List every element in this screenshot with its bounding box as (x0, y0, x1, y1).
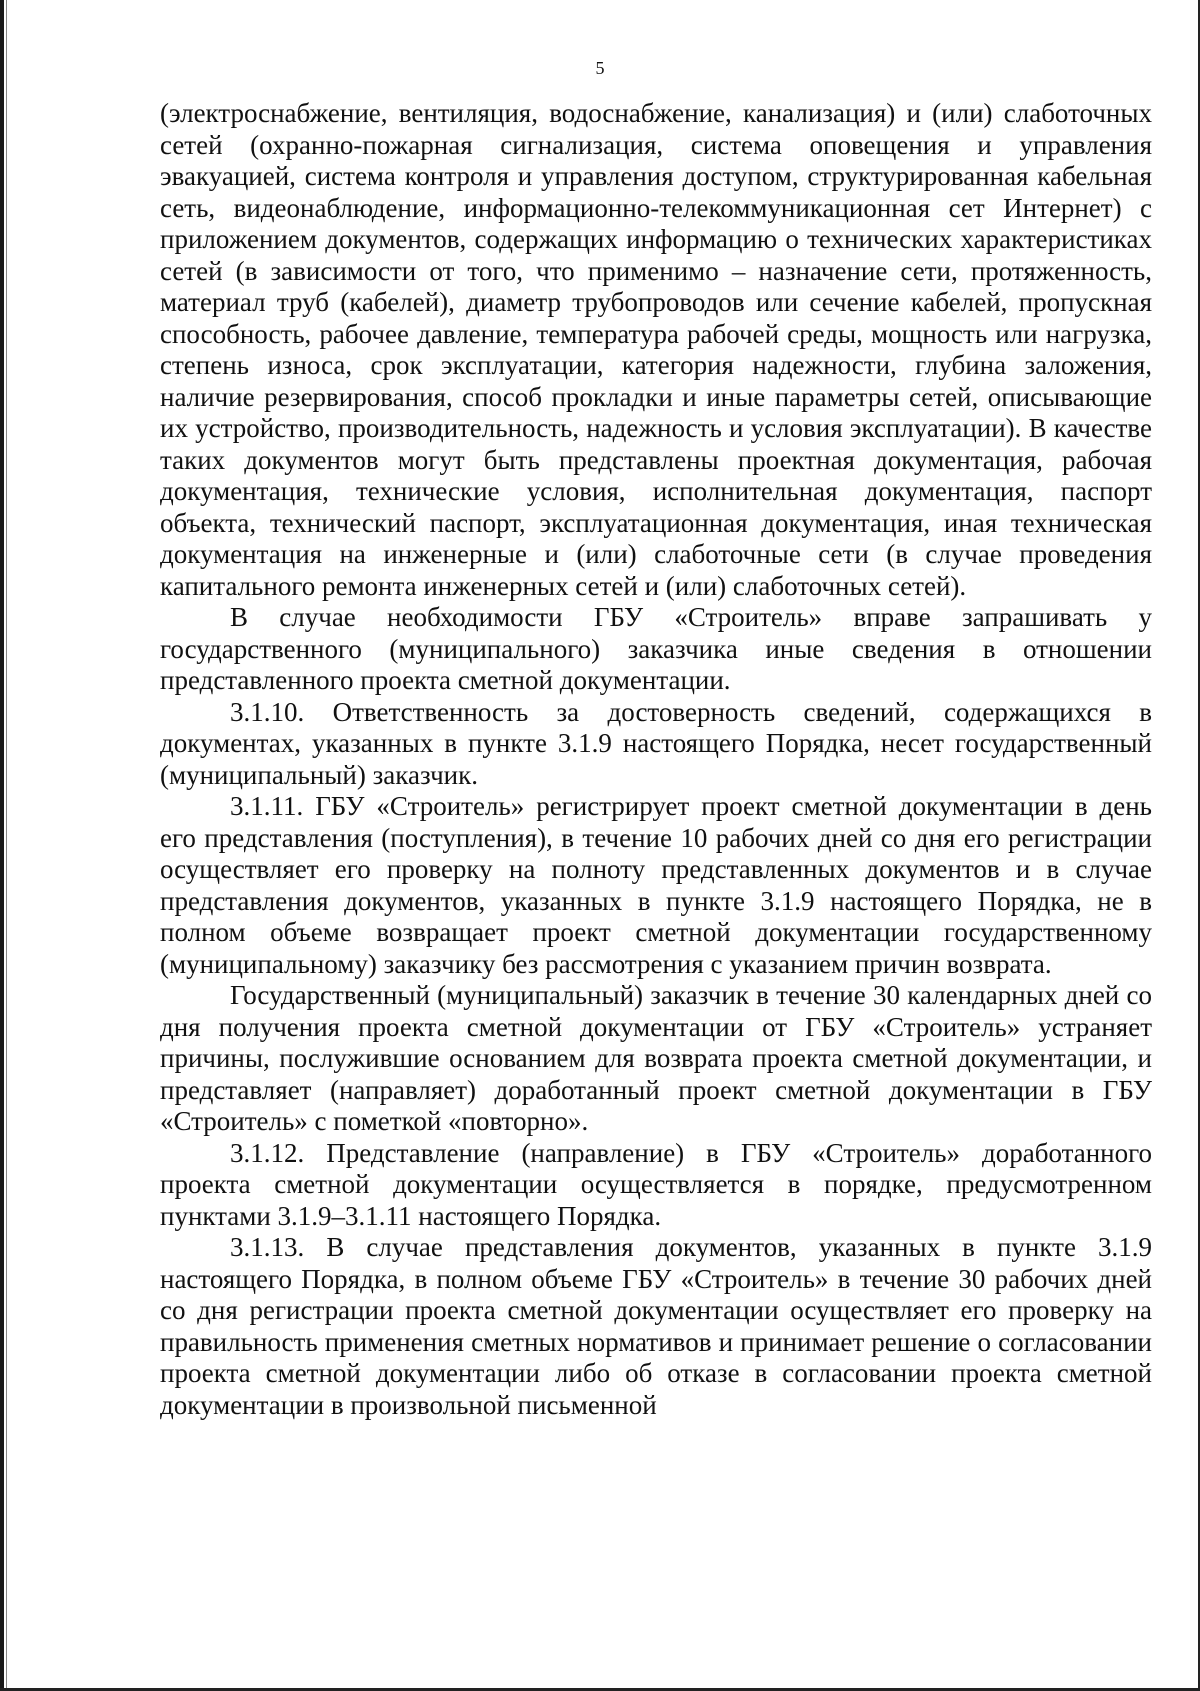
scan-edge-left-inner (6, 0, 7, 1691)
scan-edge-left (0, 0, 4, 1691)
paragraph-3-1-12: 3.1.12. Представление (направление) в ГБУ «Строитель» доработанного проекта сметной документации осуществляется в порядке, предусмотренном пунктами 3.1.9–3.1.11 настоящего Порядка. (160, 1137, 1152, 1231)
page-number: 5 (595, 58, 605, 78)
paragraph-3-1-10: 3.1.10. Ответственность за достоверность сведений, содержащихся в документах, указанных в пункте 3.1.9 настоящего Порядка, несет государственный (муниципальный) заказчик. (160, 696, 1152, 790)
paragraph-networks-continuation: (электроснабжение, вентиляция, водоснабжение, канализация) и (или) слаботочных сетей (охранно-пожарная сигнализация, система оповещения и управления эвакуацией, система контроля и управления доступом, структурированная кабельная сеть, видеонаблюдение, информационно-телекоммуникационная сет Интернет) с приложением документов, содержащих информацию о технических характеристиках сетей (в зависимости от того, что применимо – назначение сети, протяженность, материал труб (кабелей), диаметр трубопроводов или сечение кабелей, пропускная способность, рабочее давление, температура рабочей среды, мощность или нагрузка, степень износа, срок эксплуатации, категория надежности, глубина заложения, наличие резервирования, способ прокладки и иные параметры сетей, описывающие их устройство, производительность, надежность и условия эксплуатации). В качестве таких документов могут быть представлены проектная документация, рабочая документация, технические условия, исполнительная документация, паспорт объекта, технический паспорт, эксплуатационная документация, иная техническая документация на инженерные и (или) слаботочные сети (в случае проведения капитального ремонта инженерных сетей и (или) слаботочных сетей). (160, 98, 1152, 601)
document-body (160, 98, 1152, 1421)
paragraph-additional-info: В случае необходимости ГБУ «Строитель» вправе запрашивать у государственного (муниципального) заказчика иные сведения в отношении представленного проекта сметной документации. (160, 602, 1152, 695)
paragraph-3-1-11: 3.1.11. ГБУ «Строитель» регистрирует проект сметной документации в день его представления (поступления), в течение 10 рабочих дней со дня его регистрации осуществляет его проверку на полноту представленных документов и в случае представления документов, указанных в пункте 3.1.9 настоящего Порядка, не в полном объеме возвращает проект сметной документации государственному (муниципальному) заказчику без рассмотрения с указанием причин возврата. (160, 791, 1152, 979)
paragraph-customer-correction: Государственный (муниципальный) заказчик в течение 30 календарных дней со дня получения проекта сметной документации от ГБУ «Строитель» устраняет причины, послужившие основанием для возврата проекта сметной документации, и представляет (направляет) доработанный проект сметной документации в ГБУ «Строитель» с пометкой «повторно». (160, 980, 1152, 1136)
paragraph-3-1-13: 3.1.13. В случае представления документов, указанных в пункте 3.1.9 настоящего Порядка, в полном объеме ГБУ «Строитель» в течение 30 рабочих дней со дня регистрации проекта сметной документации осуществляет его проверку на правильность применения сметных нормативов и принимает решение о согласовании проекта сметной документации либо об отказе в согласовании проекта сметной документации в произвольной письменной (160, 1232, 1152, 1420)
